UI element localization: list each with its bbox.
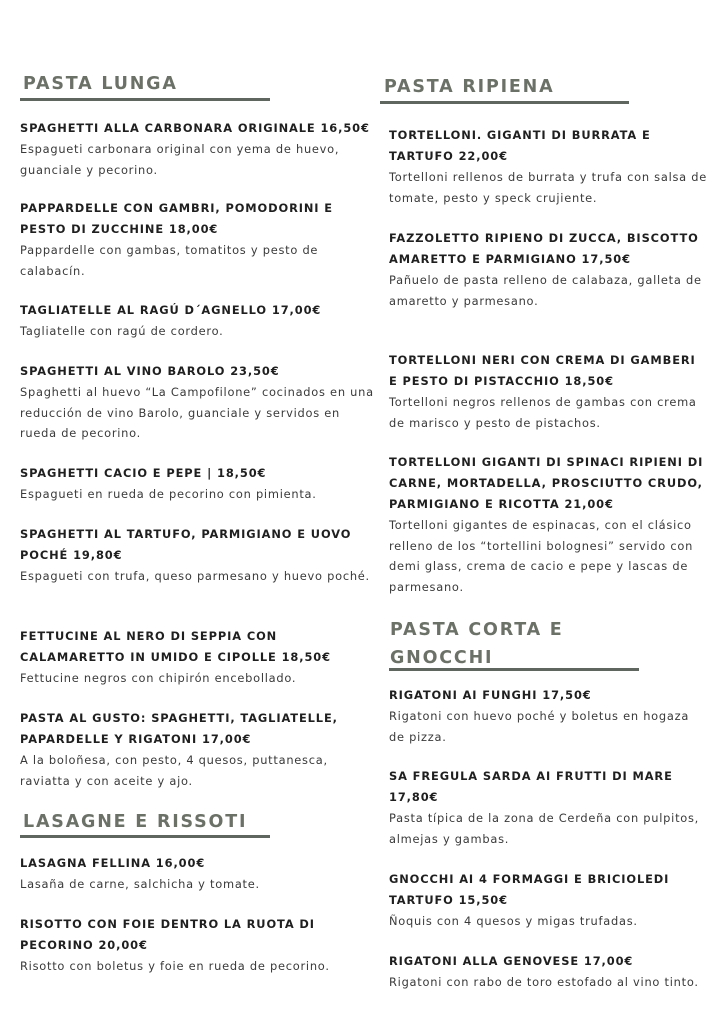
item-name: SA FREGULA SARDA AI FRUTTI DI MARE 17,80€ xyxy=(389,769,673,804)
item-name: RISOTTO CON FOIE DENTRO LA RUOTA DI PECORINO 20,00€ xyxy=(20,917,315,952)
item-name: SPAGHETTI AL TARTUFO, PARMIGIANO E UOVO POCHÉ 19,80€ xyxy=(20,527,352,562)
section-title-line: PASTA CORTA E xyxy=(390,620,564,640)
menu-item xyxy=(20,198,375,281)
item-name: FETTUCINE AL NERO DI SEPPIA CON CALAMARETTO IN UMIDO E CIPOLLE 18,50€ xyxy=(20,629,331,664)
section-title-pasta-lunga: PASTA LUNGA xyxy=(23,74,178,94)
item-description: Tortelloni rellenos de burrata y trufa con salsa de tomate, pesto y speck crujiente. xyxy=(389,170,708,205)
section-title-pasta-corta xyxy=(390,616,564,672)
item-name: GNOCCHI AI 4 FORMAGGI E BRICIOLEDI TARTUFO 15,50€ xyxy=(389,872,670,907)
section-divider xyxy=(20,98,270,101)
section-title-pasta-ripiena: PASTA RIPIENA xyxy=(384,77,555,97)
menu-item xyxy=(20,524,375,587)
item-name: TORTELLONI GIGANTI DI SPINACI RIPIENI DI CARNE, MORTADELLA, PROSCIUTTO CRUDO, PARMIGIANO E RICOTTA 21,00€ xyxy=(389,455,704,511)
item-name: PAPPARDELLE CON GAMBRI, POMODORINI E PESTO DI ZUCCHINE 18,00€ xyxy=(20,201,333,236)
menu-item xyxy=(20,853,375,895)
item-name: LASAGNA FELLINA 16,00€ xyxy=(20,856,206,870)
item-description: Espagueti con trufa, queso parmesano y huevo poché. xyxy=(20,569,370,583)
section-title-line: GNOCCHI xyxy=(390,648,494,668)
menu-item xyxy=(20,708,375,791)
item-name: RIGATONI ALLA GENOVESE 17,00€ xyxy=(389,954,634,968)
item-name: FAZZOLETTO RIPIENO DI ZUCCA, BISCOTTO AMARETTO E PARMIGIANO 17,50€ xyxy=(389,231,699,266)
item-description: Ñoquis con 4 quesos y migas trufadas. xyxy=(389,914,638,928)
item-description: Pañuelo de pasta relleno de calabaza, galleta de amaretto y parmesano. xyxy=(389,273,702,308)
item-description: Fettucine negros con chipirón encebollado. xyxy=(20,671,297,685)
menu-item xyxy=(389,766,709,849)
item-description: Tortelloni gigantes de espinacas, con el clásico relleno de los “tortellini bolognesi” servido con demi glass, crema de cacio e pepe y lascas de parmesano. xyxy=(389,518,694,594)
menu-item xyxy=(389,869,709,932)
section-title-lasagne: LASAGNE E RISSOTI xyxy=(23,812,248,832)
item-description: Lasaña de carne, salchicha y tomate. xyxy=(20,877,260,891)
section-divider xyxy=(389,668,639,671)
menu-item xyxy=(20,361,375,444)
item-description: Risotto con boletus y foie en rueda de pecorino. xyxy=(20,959,330,973)
item-description: Rigatoni con huevo poché y boletus en hogaza de pizza. xyxy=(389,709,690,744)
menu-item xyxy=(20,300,375,342)
menu-item xyxy=(389,125,709,208)
menu-item xyxy=(389,228,709,311)
item-name: SPAGHETTI AL VINO BAROLO 23,50€ xyxy=(20,364,280,378)
item-description: Tagliatelle con ragú de cordero. xyxy=(20,324,224,338)
item-name: TORTELLONI NERI CON CREMA DI GAMBERI E PESTO DI PISTACCHIO 18,50€ xyxy=(389,353,696,388)
item-description: Pappardelle con gambas, tomatitos y pesto de calabacín. xyxy=(20,243,319,278)
menu-item xyxy=(389,350,709,433)
item-description: Pasta típica de la zona de Cerdeña con pulpitos, almejas y gambas. xyxy=(389,811,700,846)
item-description: A la boloñesa, con pesto, 4 quesos, puttanesca, raviatta y con aceite y ajo. xyxy=(20,753,328,788)
item-description: Spaghetti al huevo “La Campofilone” cocinados en una reducción de vino Barolo, guanciale y servidos en rueda de pecorino. xyxy=(20,385,374,440)
menu-item xyxy=(20,463,375,505)
menu-item xyxy=(389,452,709,597)
item-name: SPAGHETTI CACIO E PEPE | 18,50€ xyxy=(20,466,267,480)
menu-item xyxy=(20,118,375,180)
menu-item xyxy=(20,626,375,689)
section-divider xyxy=(20,835,270,838)
item-description: Tortelloni negros rellenos de gambas con crema de marisco y pesto de pistachos. xyxy=(389,395,697,430)
item-name: RIGATONI AI FUNGHI 17,50€ xyxy=(389,688,592,702)
item-description: Espagueti carbonara original con yema de huevo, guanciale y pecorino. xyxy=(20,142,340,177)
menu-item xyxy=(389,951,709,993)
item-name: TAGLIATELLE AL RAGÚ D´AGNELLO 17,00€ xyxy=(20,303,322,317)
item-name: PASTA AL GUSTO: SPAGHETTI, TAGLIATELLE, PAPARDELLE Y RIGATONI 17,00€ xyxy=(20,711,338,746)
section-divider xyxy=(380,101,629,104)
item-description: Rigatoni con rabo de toro estofado al vino tinto. xyxy=(389,975,699,989)
item-description: Espagueti en rueda de pecorino con pimienta. xyxy=(20,487,317,501)
menu-item xyxy=(389,685,709,747)
item-name: TORTELLONI. GIGANTI DI BURRATA E TARTUFO 22,00€ xyxy=(389,128,651,163)
menu-item xyxy=(20,914,375,977)
item-name: SPAGHETTI ALLA CARBONARA ORIGINALE 16,50€ xyxy=(20,121,370,135)
